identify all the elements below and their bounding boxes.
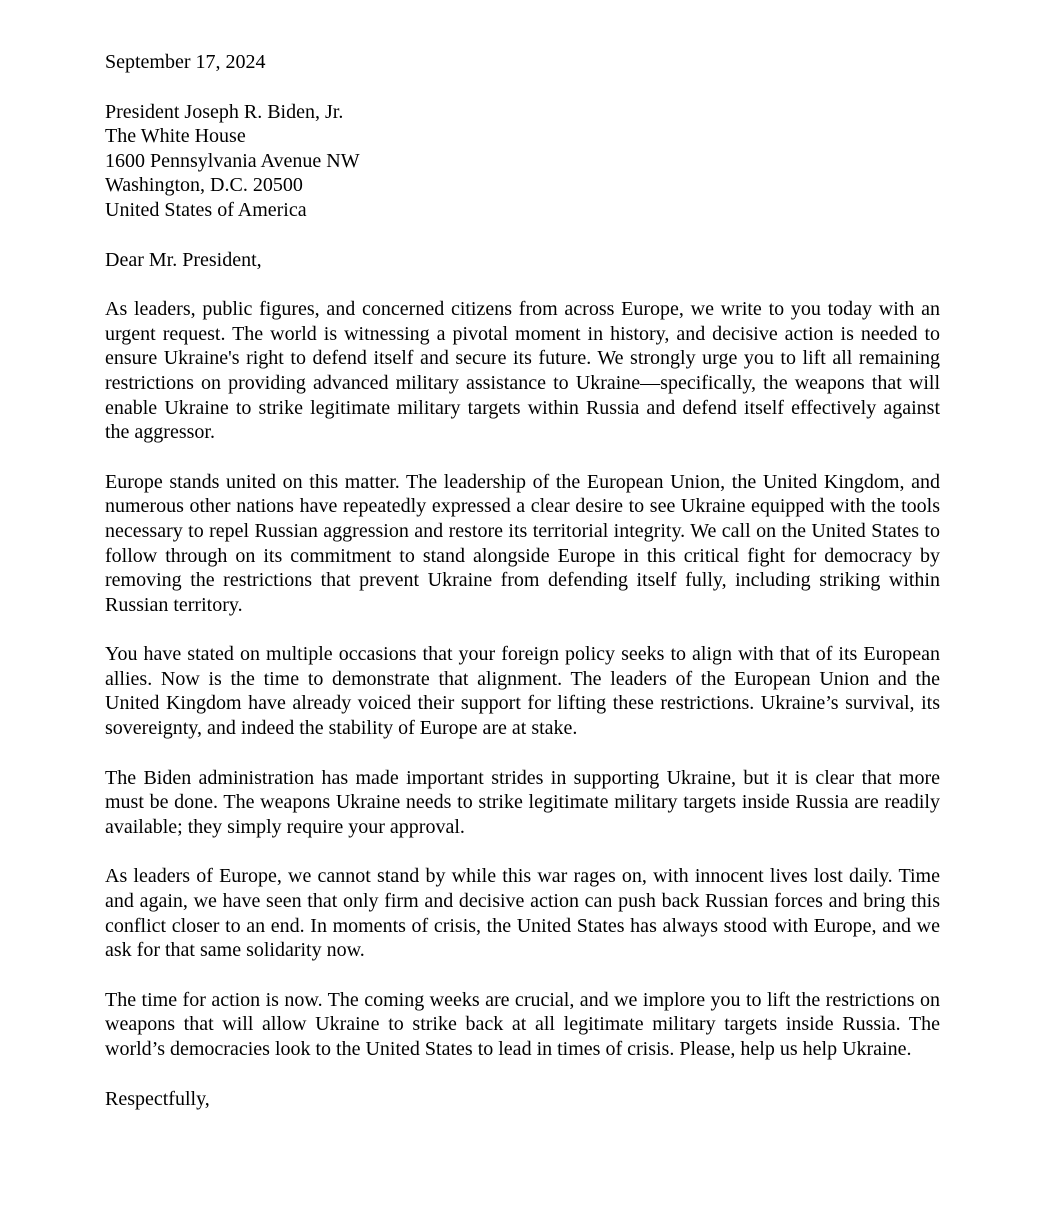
body-paragraph-6: The time for action is now. The coming weeks are crucial, and we implore you to lift the restrictions on weapons that will allow Ukraine to strike back at all legitimate military targets inside Russia. The world’s democracies look to the United States to lead in times of crisis. Please, help us help Ukraine.	[105, 988, 940, 1060]
spacer	[105, 223, 940, 248]
body-paragraph-1: As leaders, public figures, and concerned citizens from across Europe, we write to you today with an urgent request. The world is witnessing a pivotal moment in history, and decisive action is needed to ensure Ukraine's right to defend itself and secure its future. We strongly urge you to lift all remaining restrictions on providing advanced military assistance to Ukraine—specifically, the weapons that will enable Ukraine to strike legitimate military targets within Russia and defend itself effectively against the aggressor.	[105, 298, 940, 444]
spacer	[105, 1062, 940, 1087]
letter-page	[105, 50, 940, 1111]
spacer	[105, 445, 940, 470]
recipient-name: President Joseph R. Biden, Jr.	[105, 100, 344, 123]
letter-date: September 17, 2024	[105, 51, 266, 73]
spacer	[105, 839, 940, 864]
body-paragraph-3: You have stated on multiple occasions that your foreign policy seeks to align with that of its European allies. Now is the time to demonstrate that alignment. The leaders of the European Union and the United Kingdom have already voiced their support for lifting these restrictions. Ukraine’s survival, its sovereignty, and indeed the stability of Europe are at stake.	[105, 643, 940, 740]
spacer	[105, 617, 940, 642]
body-paragraph-4: The Biden administration has made important strides in supporting Ukraine, but it is clear that more must be done. The weapons Ukraine needs to strike legitimate military targets inside Russia are readily available; they simply require your approval.	[105, 766, 940, 838]
spacer	[105, 75, 940, 100]
recipient-address	[105, 100, 940, 223]
body-paragraph-5: As leaders of Europe, we cannot stand by while this war rages on, with innocent lives lost daily. Time and again, we have seen that only firm and decisive action can push back Russian forces and bring this conflict closer to an end. In moments of crisis, the United States has always stood with Europe, and we ask for that same solidarity now.	[105, 865, 940, 962]
salutation: Dear Mr. President,	[105, 248, 262, 271]
spacer	[105, 963, 940, 988]
recipient-organization: The White House	[105, 125, 246, 148]
body-paragraph-2: Europe stands united on this matter. The leadership of the European Union, the United Kingdom, and numerous other nations have repeatedly expressed a clear desire to see Ukraine equipped with the tools necessary to repel Russian aggression and restore its territorial integrity. We call on the United States to follow through on its commitment to stand alongside Europe in this critical fight for democracy by removing the restrictions that prevent Ukraine from defending itself fully, including striking within Russian territory.	[105, 470, 940, 616]
recipient-country: United States of America	[105, 198, 307, 221]
spacer	[105, 272, 940, 297]
closing: Respectfully,	[105, 1087, 210, 1110]
recipient-street: 1600 Pennsylvania Avenue NW	[105, 149, 360, 172]
spacer	[105, 741, 940, 766]
recipient-city: Washington, D.C. 20500	[105, 174, 303, 197]
